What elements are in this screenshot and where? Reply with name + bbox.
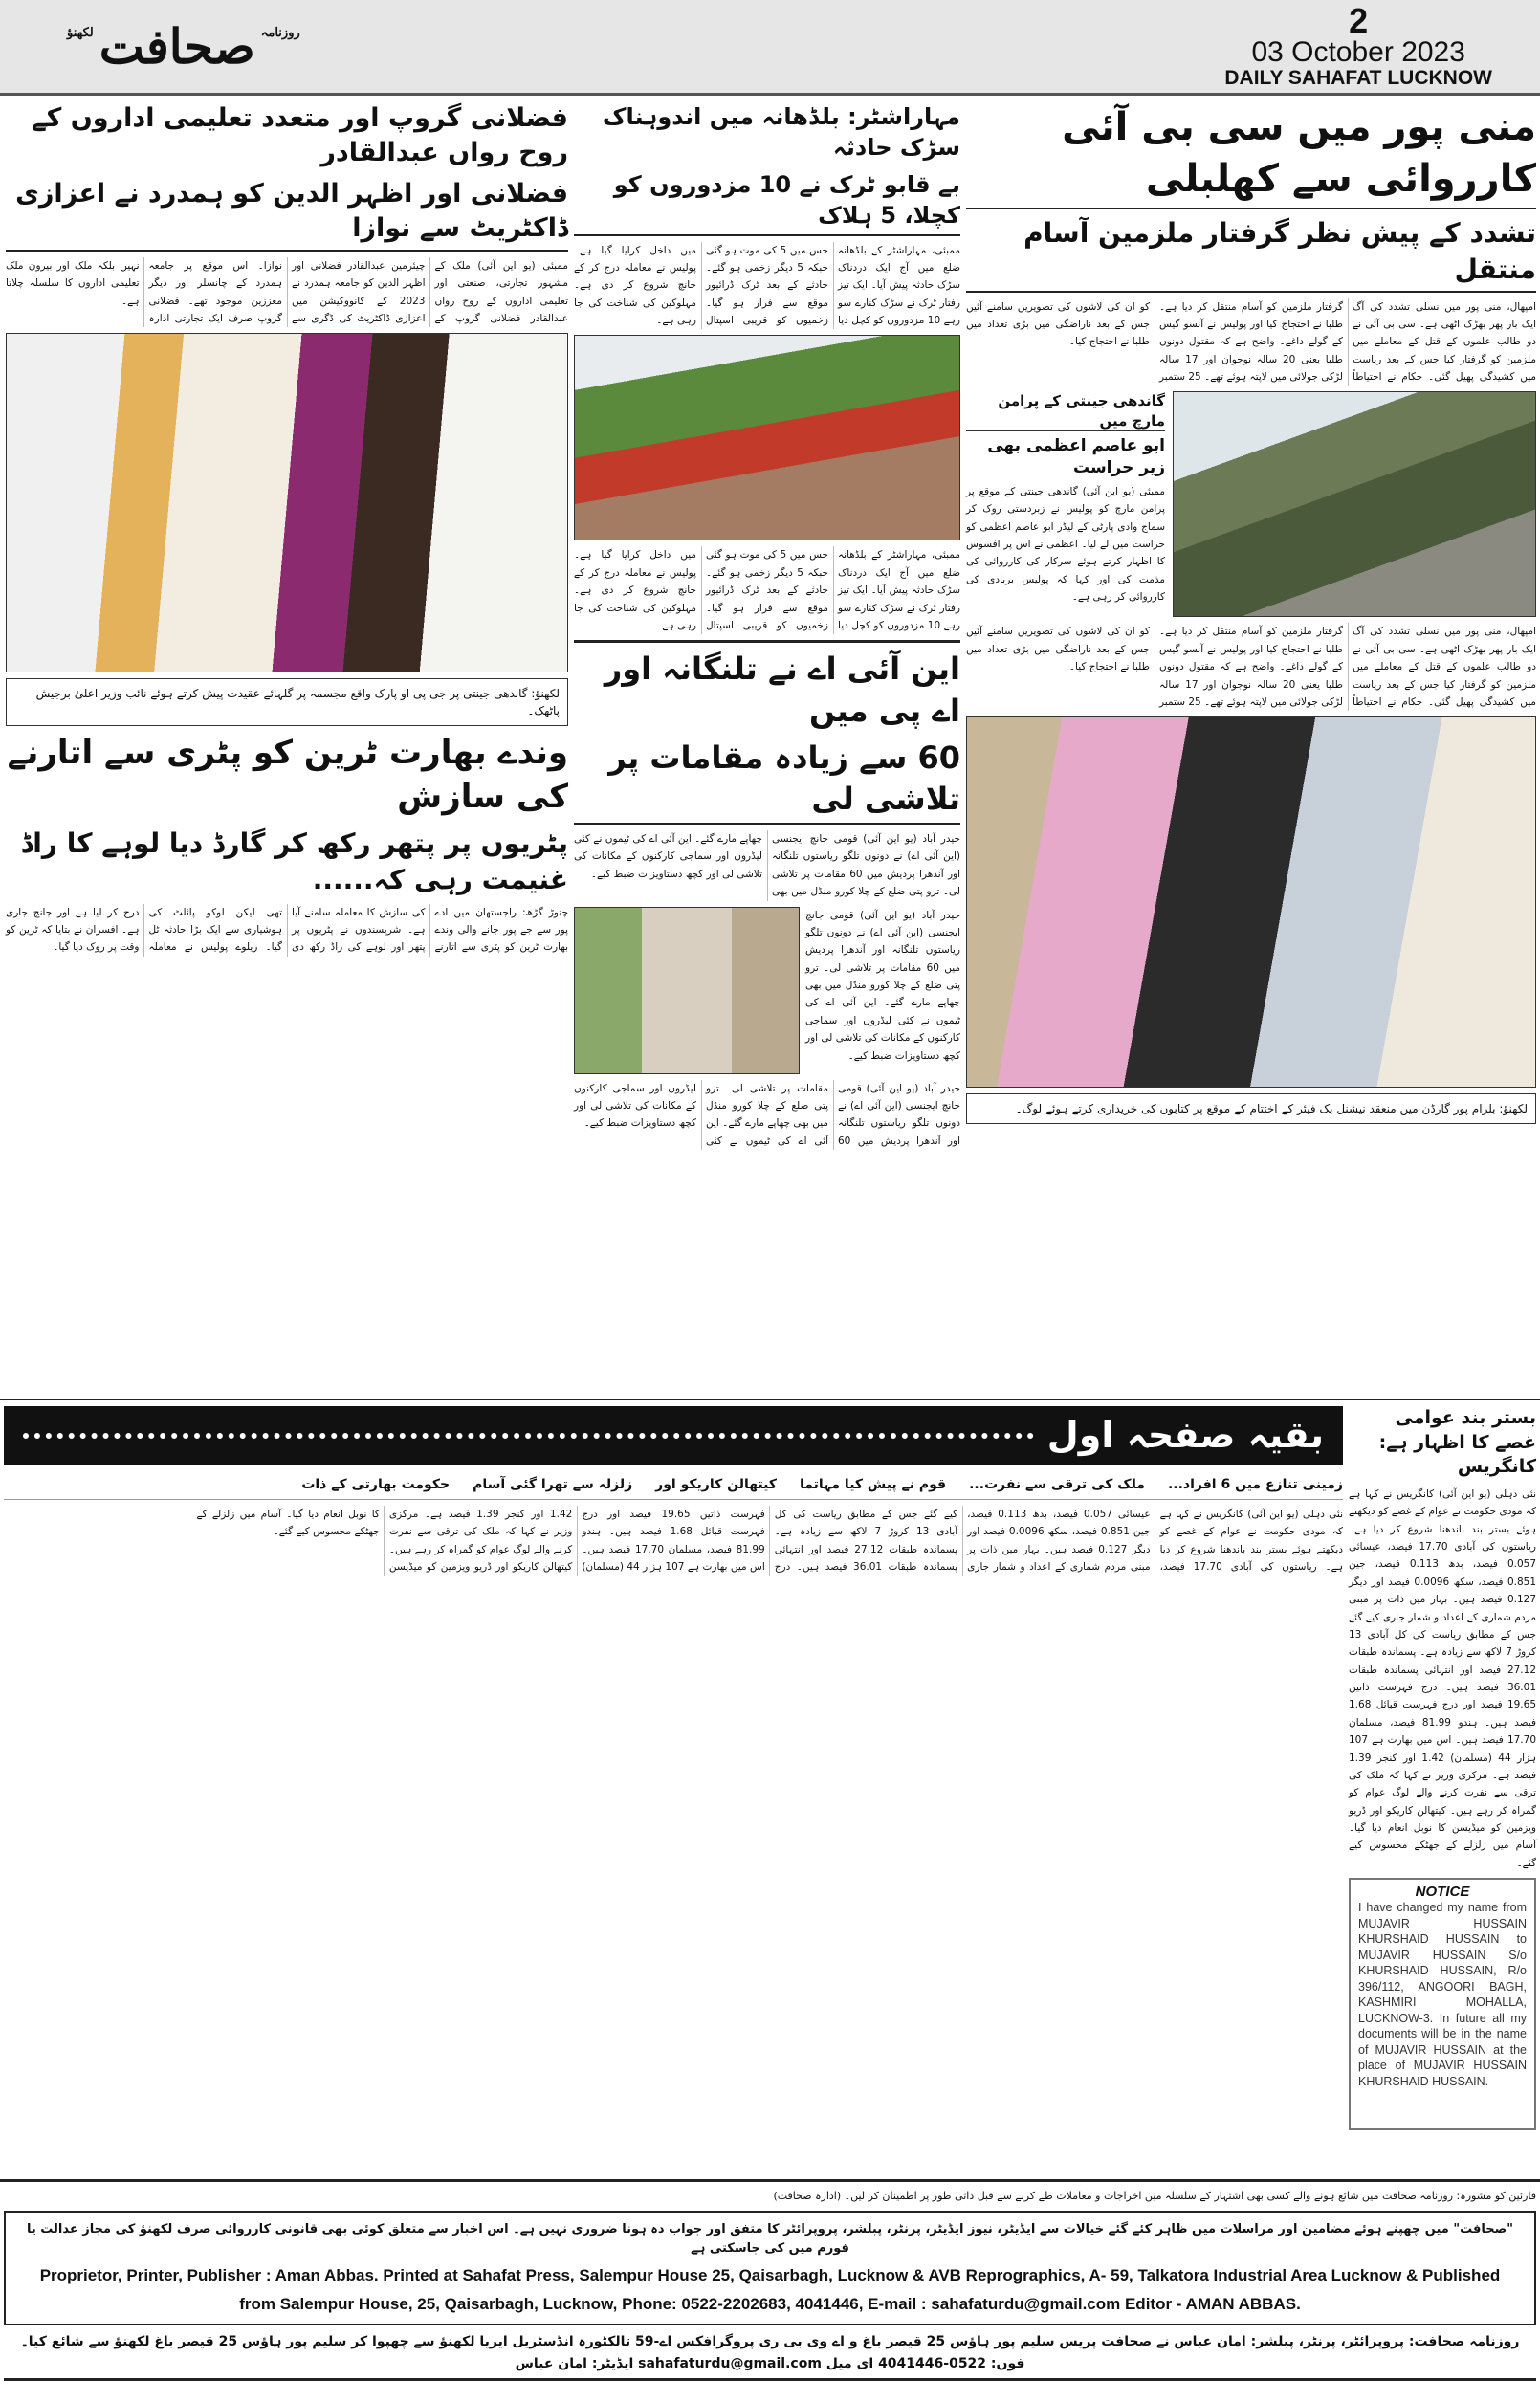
logo-subtitle: روزنامہ: [260, 26, 300, 40]
left-column: [6, 101, 568, 1399]
article-nia-continued: حیدر آباد (یو این آئی) قومی جانچ ایجنسی (این آئی اے) نے دونوں تلگو ریاستوں تلنگانہ اور آندھرا پردیش میں 60 مقامات پر تلاشی لی۔ ترو پتی ضلع کے چلا کورو منڈل میں بھی چھاپے مارے گئے۔ این آئی اے کی ٹیموں نے کئی لیڈروں اور سماجی کارکنوں کے مکانات کی تلاشی لی اور کچھ دستاویزات ضبط کیے۔: [574, 1082, 960, 1147]
headline-fazlani-2: فضلانی اور اظہر الدین کو ہمدرد نے اعزازی ڈاکٹریٹ سے نوازا: [6, 177, 568, 252]
continued-body-right: نئی دہلی (یو این آئی) کانگریس نے کہا ہے کہ مودی حکومت نے عوام کے غصے کو دیکھتے ہوئے بستر بند باندھنا شروع کر دیا ہے۔ ریاستوں کی آبادی 17.70 فیصد، عیسائی 0.057 فیصد، بدھ 0.113 فیصد، جین 0.851 فیصد، سکھ 0.0096 فیصد اور دیگر 0.127 فیصد ہیں۔ بہار میں ذات پر مبنی مردم شماری کے اعداد و شمار جاری کیے گئے جس کے مطابق ریاست کی کل آبادی 13 کروڑ 7 لاکھ سے زیادہ ہے۔ پسماندہ طبقات 27.12 فیصد اور انتہائی پسماندہ طبقات 36.01 فیصد ہیں۔ درج فہرست ذاتیں 19.65 فیصد اور درج فہرست قبائل 1.68 فیصد ہیں۔ ہندو 81.99 فیصد، مسلمان 17.70 فیصد ہیں۔ اس میں بھارت ہے 107 ہزار 44 (مسلمان) 1.42 اور کنجر 1.39 فیصد ہے۔ مرکزی وزیر نے کہا کہ ملک کی ترقی سے نفرت کرنے والے لوگ عوام کو گمراہ کر رہے ہیں۔ کیتھالن کاریکو اور ڈریو ویزمین کو میڈیسن کا نوبل انعام دیا گیا۔ آسام میں زلزلے کے جھٹکے محسوس کیے گئے۔: [1349, 1487, 1537, 1869]
continued-body: نئی دہلی (یو این آئی) کانگریس نے کہا ہے کہ مودی حکومت نے عوام کے غصے کو دیکھتے ہوئے بستر بند باندھنا شروع کر دیا ہے۔ ریاستوں کی آبادی 17.70 فیصد، عیسائی 0.057 فیصد، بدھ 0.113 فیصد، جین 0.851 فیصد، سکھ 0.0096 فیصد اور دیگر 0.127 فیصد ہیں۔ بہار میں ذات پر مبنی مردم شماری کے اعداد و شمار جاری کیے گئے جس کے مطابق ریاست کی کل آبادی 13 کروڑ 7 لاکھ سے زیادہ ہے۔ پسماندہ طبقات 27.12 فیصد اور انتہائی پسماندہ طبقات 36.01 فیصد ہیں۔ درج فہرست ذاتیں 19.65 فیصد اور درج فہرست قبائل 1.68 فیصد ہیں۔ ہندو 81.99 فیصد، مسلمان 17.70 فیصد ہیں۔ اس میں بھارت ہے 107 ہزار 44 (مسلمان) 1.42 اور کنجر 1.39 فیصد ہے۔ مرکزی وزیر نے کہا کہ ملک کی ترقی سے نفرت کرنے والے لوگ عوام کو گمراہ کر رہے ہیں۔ کیتھالن کاریکو اور ڈریو ویزمین کو میڈیسن کا نوبل انعام دیا گیا۔ آسام میں زلزلے کے جھٹکے محسوس کیے گئے۔: [196, 1509, 1343, 1574]
reader-advisory: قارئین کو مشورہ: روزنامہ صحافت میں شائع ہونے والے کسی بھی اشتہار کے سلسلہ میں اخراجات و معاملات طے کرنے سے قبل ذاتی طور پر اطمینان کر لیں۔ (ادارہ صحافت): [773, 2190, 1536, 2202]
sidebar-body: ممبئی (یو این آئی) گاندھی جینتی کے موقع پر پرامن مارچ کو پولیس نے زبردستی روک کر سماج وادی پارٹی کے لیڈر ابو عاصم اعظمی کو حراست میں لے لیا۔ اعظمی نے اس پر افسوس کا اظہار کرتے ہوئے سرکار کی کارروائی کی مذمت کی اور کہا کہ پولیس بربادی کی کارروائی کر رہی ہے۔: [966, 485, 1165, 604]
notice-title: NOTICE: [1415, 1884, 1470, 1901]
article-buldhana-body: ممبئی، مہاراشٹر کے بلڈھانہ ضلع میں آج ایک دردناک سڑک حادثہ پیش آیا۔ ایک تیز رفتار ٹرک نے سڑک کنارے سو رہے 10 مزدوروں کو کچل دیا جس میں 5 کی موت ہو گئی جبکہ 5 دیگر زخمی ہو گئے۔ حادثے کے بعد ٹرک ڈرائیور موقع سے فرار ہو گیا۔ زخمیوں کو قریبی اسپتال میں داخل کرایا گیا ہے۔ پولیس نے معاملہ درج کر کے جانچ شروع کر دی ہے۔ مہلوکین کی شناخت کی جا رہی ہے۔: [574, 244, 960, 327]
lower-main: [4, 1406, 1343, 2171]
headline-train-2: پٹریوں پر پتھر رکھ کر گارڈ دیا لوہے کا راڈ غنیمت رہی کہ......: [20, 827, 568, 895]
article-nia-side: حیدر آباد (یو این آئی) قومی جانچ ایجنسی (این آئی اے) نے دونوں تلگو ریاستوں تلنگانہ اور آندھرا پردیش میں 60 مقامات پر تلاشی لی۔ ترو پتی ضلع کے چلا کورو منڈل میں بھی چھاپے مارے گئے۔ این آئی اے کی ٹیموں نے کئی لیڈروں اور سماجی کارکنوں کے مکانات کی تلاشی لی اور کچھ دستاویزات ضبط کیے۔: [805, 909, 960, 1062]
subhead-earthquake: زلزلہ سے تھرا گئی آسام: [473, 1477, 633, 1492]
headline-manipur: منی پور میں سی بی آئی کارروائی سے کھلبلی: [966, 101, 1536, 209]
continued-band: [4, 1406, 1343, 1465]
article-manipur-continued: امپھال، منی پور میں نسلی تشدد کی آگ ایک بار پھر بھڑک اٹھی ہے۔ سی بی آئی نے دو طالب علموں کے قتل کے معاملے میں ملزمین کو گرفتار کیا جس کے بعد ریاست میں کشیدگی پھیل گئی۔ حکام نے احتیاطاً گرفتار ملزمین کو آسام منتقل کر دیا ہے۔ طلبا نے احتجاج کیا اور پولیس نے آنسو گیس کے گولے داغے۔ واضح ہے کہ مقتول دونوں طلبا یعنی 20 سالہ نوجوان اور 17 سالہ لڑکی جولائی میں لاپتہ ہوئے تھے۔ 25 ستمبر کو ان کی لاشوں کی تصویریں سامنے آئیں جس کے بعد ناراضگی میں بڑی تعداد میں طلبا نے احتجاج کیا۔: [966, 626, 1536, 708]
right-column: [966, 101, 1536, 1399]
imprint-urdu: روزنامہ صحافت: پروپرائٹر، پرنٹر، پبلشر: امان عباس نے صحافت پریس سلیم پور ہاؤس 25 قیصر باغ و اے وی بی ری پروگرافکس اے-59 تالکٹورہ انڈسٹریل ایریا لکھنؤ سے چھپوا کر سلیم پور ہاؤس 25 قیصر باغ لکھنؤ سے شائع کیا۔ فون: 0522-4041446 ای میل sahafaturdu@gmail.com ایڈیٹر: امان عباس: [4, 2331, 1536, 2381]
sidebar-heading-1: گاندھی جینتی کے پرامن مارچ میں: [966, 391, 1165, 431]
headline-train-1: وندے بھارت ٹرین کو پٹری سے اتارنے کی سازش: [7, 734, 568, 817]
continued-subheads: [4, 1471, 1343, 1500]
article-nia-body: حیدر آباد (یو این آئی) قومی جانچ ایجنسی (این آئی اے) نے دونوں تلگو ریاستوں تلنگانہ اور آندھرا پردیش میں 60 مقامات پر تلاشی لی۔ ترو پتی ضلع کے چلا کورو منڈل میں بھی چھاپے مارے گئے۔ این آئی اے کی ٹیموں نے کئی لیڈروں اور سماجی کارکنوں کے مکانات کی تلاشی لی اور کچھ دستاویزات ضبط کیے۔: [574, 833, 960, 898]
photo-nia-raid: [574, 907, 800, 1074]
disclaimer-urdu: "صحافت" میں چھپنے ہوئے مضامین اور مراسلات میں ظاہر کئے گئے خیالات سے ایڈیٹر، نیوز ایڈیٹر، پرنٹر، پبلشر، پروپرائٹر کا متفق اور جواب دہ ہونا ضروری نہیں ہے۔ اس اخبار سے متعلق کوئی بھی قانونی کارروائی صرف لکھنؤ کی مجاز عدالت یا فورم میں کی جاسکتی ہے: [26, 2221, 1513, 2257]
subhead-caste: حکومت بھارتی کے ذات: [301, 1477, 451, 1492]
headline-buldhana-1: مہاراشٹر: بلڈھانہ میں اندوہناک سڑک حادثہ: [602, 103, 960, 162]
headline-fazlani-1: فضلانی گروپ اور متعدد تعلیمی اداروں کے روح رواں عبدالقادر: [31, 103, 568, 168]
notice-body: I have changed my name from MUJAVIR HUSSAIN KHURSHAID HUSSAIN to MUJAVIR HUSSAIN S/o KHURSHAID HUSSAIN, R/o 396/112, ANGOORI BAGH, KASHMIRI MOHALLA, LUCKNOW-3. In future all my documents will be in the name of MUJAVIR HUSSAIN at the place of MUJAVIR HUSSAIN KHURSHAID HUSSAIN.: [1358, 1901, 1527, 2088]
page-number: 2: [1349, 0, 1369, 40]
photo-truck-accident: [574, 335, 960, 540]
subhead-mahatma: قوم نے پیش کیا مہاتما: [800, 1477, 947, 1492]
masthead: [0, 0, 1540, 96]
subhead-kariko: کیتھالن کاریکو اور: [655, 1477, 778, 1492]
article-manipur-body: امپھال، منی پور میں نسلی تشدد کی آگ ایک بار پھر بھڑک اٹھی ہے۔ سی بی آئی نے دو طالب علموں کے قتل کے معاملے میں ملزمین کو گرفتار کیا جس کے بعد ریاست میں کشیدگی پھیل گئی۔ حکام نے احتیاطاً گرفتار ملزمین کو آسام منتقل کر دیا ہے۔ طلبا نے احتجاج کیا اور پولیس نے آنسو گیس کے گولے داغے۔ واضح ہے کہ مقتول دونوں طلبا یعنی 20 سالہ نوجوان اور 17 سالہ لڑکی جولائی میں لاپتہ ہوئے تھے۔ 25 ستمبر کو ان کی لاشوں کی تصویریں سامنے آئیں جس کے بعد ناراضگی میں بڑی تعداد میں طلبا نے احتجاج کیا۔: [966, 300, 1536, 384]
logo-city-wrap: [67, 26, 94, 41]
article-buldhana-continued: ممبئی، مہاراشٹر کے بلڈھانہ ضلع میں آج ایک دردناک سڑک حادثہ پیش آیا۔ ایک تیز رفتار ٹرک نے سڑک کنارے سو رہے 10 مزدوروں کو کچل دیا جس میں 5 کی موت ہو گئی جبکہ 5 دیگر زخمی ہو گئے۔ حادثے کے بعد ٹرک ڈرائیور موقع سے فرار ہو گیا۔ زخمیوں کو قریبی اسپتال میں داخل کرایا گیا ہے۔ پولیس نے معاملہ درج کر کے جانچ شروع کر دی ہے۔ مہلوکین کی شناخت کی جا رہی ہے۔: [574, 549, 960, 631]
divider: [574, 640, 960, 643]
imprint-box: [4, 2211, 1536, 2326]
dotted-leader: [23, 1433, 1034, 1439]
lower-section: [0, 1399, 1540, 2171]
headline-nia-1: این آئی اے نے تلنگانہ اور اے پی میں: [604, 650, 960, 729]
logo-city: لکھنؤ: [67, 26, 94, 40]
caption-book-fair: لکھنؤ: بلرام پور گارڈن میں منعقد نیشنل بک فیئر کے اختتام کے موقع پر کتابوں کی خریداری کرتے ہوئے لوگ۔: [966, 1093, 1536, 1124]
heading-congress: بستر بند عوامی غصے کا اظہار ہے: کانگریس: [1378, 1407, 1536, 1478]
subhead-hatred: ملک کی ترقی سے نفرت...: [969, 1477, 1145, 1492]
subheadline-manipur: تشدد کے پیش نظر گرفتار ملزمین آسام منتقل: [966, 215, 1536, 293]
article-fazlani-body: ممبئی (یو این آئی) ملک کے مشہور تجارتی، صنعتی اور تعلیمی اداروں کے روح رواں عبدالقادر فضلانی گروپ کے چیئرمین عبدالقادر فضلانی اور اظہر الدین کو جامعہ ہمدرد نے 2023 کے کانووکیشن میں اعزازی ڈاکٹریٹ کی ڈگری سے نوازا۔ اس موقع پر جامعہ ہمدرد کے چانسلر اور دیگر معززین موجود تھے۔ فضلانی گروپ صرف ایک تجارتی ادارہ نہیں بلکہ ملک اور بیرون ملک تعلیمی اداروں کا سلسلہ چلاتا ہے۔: [6, 259, 568, 324]
paper-name: DAILY SAHAFAT LUCKNOW: [1224, 66, 1492, 89]
photo-book-fair: [966, 716, 1536, 1088]
logo-subtitles: [261, 26, 300, 41]
imprint-line-2: from Salempur House, 25, Qaisarbagh, Lucknow, Phone: 0522-2202683, 4041446, E-mail : sahafaturdu@gmail.com Editor - AMAN ABBAS.: [239, 2294, 1301, 2313]
manipur-photo-row: [966, 391, 1536, 617]
imprint-line-1: Proprietor, Printer, Publisher : Aman Abbas. Printed at Sahafat Press, Salempur House 25, Qaisarbagh, Lucknow & AVB Reprographics, A- 59, Talkatora Industrial Area Lucknow & Published: [39, 2266, 1501, 2285]
issue-date: 03 October 2023: [1251, 35, 1465, 68]
name-change-notice: [1349, 1878, 1536, 2130]
article-train-body: چتوڑ گڑھ: راجستھان میں ادے پور سے جے پور جانے والی وندے بھارت ٹرین کو پٹری سے اتارنے کی سازش کا معاملہ سامنے آیا ہے۔ شرپسندوں نے پٹریوں پر پتھر اور لوہے کی راڈ رکھ دی تھی لیکن لوکو پائلٹ کی ہوشیاری سے ایک بڑا حادثہ ٹل گیا۔ ریلوے پولیس نے معاملہ درج کر لیا ہے اور جانچ جاری ہے۔ افسران نے بتایا کہ ٹرین کو وقت پر روک دیا گیا۔: [6, 906, 568, 954]
masthead-info: [1224, 0, 1492, 89]
top-section: [0, 96, 1540, 1399]
newspaper-logo: [67, 20, 300, 73]
logo-text: صحافت: [99, 18, 255, 75]
nia-photo-row: [574, 907, 960, 1074]
headline-buldhana-2: بے قابو ٹرک نے 10 مزدوروں کو کچلا، 5 ہلاک: [574, 169, 960, 236]
footer: [0, 2179, 1540, 2385]
caption-gandhi-jayanti: لکھنؤ: گاندھی جینتی پر جی پی او پارک واقع مجسمہ پر گلہائے عقیدت پیش کرتے ہوئے نائب وزیر اعلیٰ برجیش پاٹھک۔: [6, 678, 568, 726]
subhead-land-dispute: زمینی تنازع میں 6 افراد...: [1167, 1477, 1343, 1492]
headline-nia-2: 60 سے زیادہ مقامات پر تلاشی لی: [574, 738, 960, 825]
continued-title: بقیہ صفحہ اول: [1046, 1414, 1324, 1457]
photo-gandhi-jayanti: [6, 333, 568, 672]
sidebar-story: [966, 391, 1165, 617]
middle-column: [574, 101, 960, 1399]
sidebar-heading-2: ابو عاصم اعظمی بھی زیر حراست: [987, 435, 1165, 477]
photo-army-truck: [1173, 391, 1536, 617]
lower-right-column: [1349, 1406, 1536, 2171]
